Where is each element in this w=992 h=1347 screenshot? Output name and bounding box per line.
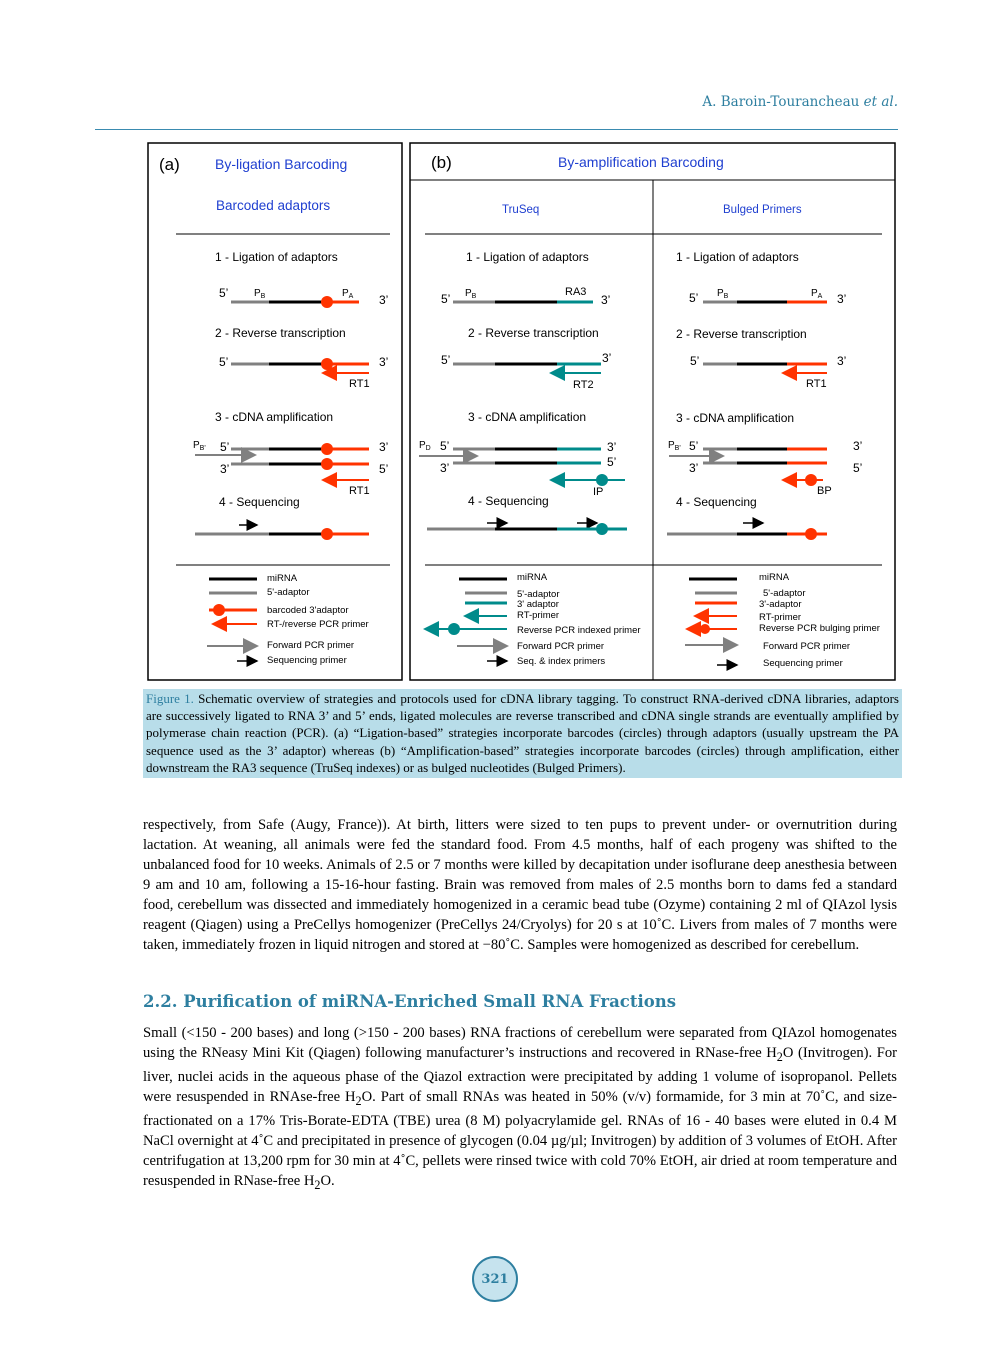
bp1-3: 3’ [837,292,847,306]
figure-1 [147,142,897,682]
bp3-bulge [805,474,817,486]
t3-index [596,474,608,486]
page-number: 321 [472,1256,518,1302]
t-leg-mirna: miRNA [517,572,548,583]
bp-leg-seq: Sequencing primer [763,658,843,669]
caption-text: Schematic overview of strategies and protocols used for cDNA library tagging. To construct RNA-derived cDNA libraries, adaptors are successively ligated to RNA 3’ and 5’ ends, ligated molecules are reverse transcribed and cDNA single strands are eventually amplified by polymerase chain reaction (PCR). (a) “Ligation-based” strategies incorporate barcodes (circles) through adaptors (usually upstream the PA sequence used as the 3’ adaptor) whereas (b) “Amplification-based” strategies incorporate barcodes (circles) through amplification, either downstream the RA3 sequence (TruSeq indexes) or as bulged nucleotides (Bulged Primers). [146,691,899,775]
t1-3: 3’ [601,293,611,307]
a2-barcode [321,358,333,370]
a3-5bot: 5’ [379,462,389,476]
t3-5bot: 5’ [607,455,617,469]
a2-5: 5’ [219,355,229,369]
bp3-bp: BP [817,485,832,497]
t2-rt2: RT2 [573,379,594,391]
p2-part4: O. [320,1172,335,1189]
header-author-name: A. Baroin-Tourancheau [702,94,860,110]
a1-3: 3’ [379,293,389,307]
t-leg-rt: RT-primer [517,610,560,621]
t3-ip: IP [593,486,604,498]
t-leg-adaptor3: 3' adaptor [517,599,559,610]
bp-leg-rt: RT-primer [759,612,802,623]
section-heading: 2.2. Purification of miRNA-Enriched Small RNA Fractions [143,992,677,1011]
bp2-3: 3’ [837,354,847,368]
bp3-pb: $P_{B'}$ [668,440,681,452]
t4-index [596,523,608,535]
header-rule [95,129,898,130]
a-leg-rt: RT-/reverse PCR primer [267,619,369,630]
a1-5: 5’ [219,286,229,300]
bp4-bulge [805,528,817,540]
a3-3top: 3’ [379,440,389,454]
truseq-step1: 1 - Ligation of adaptors [466,250,589,264]
p2-part1: Small (<150 - 200 bases) and long (>150 - 200 bases) RNA fractions of cerebellum were separated from QIAzol homogenates using the RNeasy Mini Kit (Qiagen) following manufacturer’s instructions and recovered in RNase-free H [143,1025,897,1061]
truseq-subtitle: TruSeq [502,204,540,216]
panel-a-step2: 2 - Reverse transcription [215,326,346,340]
bp-leg-mirna: miRNA [759,572,790,583]
bp1-pa: $P_A$ [811,288,823,300]
a-leg-mirna: miRNA [267,573,298,584]
p2-part3: O. Part of small RNAs was heated in 50% (v/v) formamide, for 3 min at 70˚C, and size-fractionated on a 17% Tris-Borate-EDTA (TBE) urea (8 M) polyacrylamide gel. RNAs of 16 - 40 bases were eluted in 0.4 M NaCl overnight at 4˚C and precipitated in presence of glycogen (0.04 µg/µl; Invitrogen) by addition of 3 volumes of EtOH. After centrifugation at 13,200 rpm for 30 min at 4˚C, pellets were rinsed twice with cold 70% EtOH, air dried at room temperature and resuspended in RNase-free H [143,1088,897,1189]
t2-3: 3’ [602,351,612,365]
a3-rt1: RT1 [349,485,370,497]
a1-pa: $P_A$ [342,288,354,300]
t3-5top: 5’ [440,439,450,453]
t3-3top: 3’ [607,440,617,454]
a2-3: 3’ [379,355,389,369]
t1-pb: $P_B$ [465,288,477,300]
p2-sub1: 2 [776,1049,783,1064]
p2-sub2: 2 [355,1093,362,1108]
bulged-step2: 2 - Reverse transcription [676,327,807,341]
bp1-pb: $P_B$ [717,288,729,300]
panel-a-letter: (a) [159,155,180,174]
paragraph-2 [143,1023,897,1195]
bp3-3top: 3’ [853,439,863,453]
a4-barcode [321,528,333,540]
a3-pb: $P_{B'}$ [193,440,206,452]
t-leg-fwd: Forward PCR primer [517,641,605,652]
a-leg-barcode [213,604,225,616]
caption-label: Figure 1. [146,691,194,706]
a-leg-seq: Sequencing primer [267,655,347,666]
t1-5: 5’ [441,292,451,306]
figure-caption [143,689,902,778]
bulged-step3: 3 - cDNA amplification [676,411,795,425]
a1-pb: $P_B$ [254,288,266,300]
t1-ra3: RA3 [565,286,587,298]
panel-a-step3: 3 - cDNA amplification [215,410,334,424]
t2-5: 5’ [441,353,451,367]
bp2-rt1: RT1 [806,378,827,390]
bp-leg-bulge [700,624,710,634]
bulged-step1: 1 - Ligation of adaptors [676,250,799,264]
running-header [702,94,898,110]
panel-b-letter: (b) [431,153,452,172]
t3-3bot: 3’ [440,461,450,475]
a1-barcode [321,296,333,308]
panel-a-title: By-ligation Barcoding [215,156,348,172]
bp-leg-adaptor5: 5'-adaptor [763,588,806,599]
truseq-step4: 4 - Sequencing [468,494,549,508]
panel-b-title: By-amplification Barcoding [558,154,724,170]
bp3-3bot: 3’ [689,461,699,475]
bp-leg-fwd: Forward PCR primer [763,641,851,652]
a-leg-adaptor5: 5'-adaptor [267,587,310,598]
paragraph-1: respectively, from Safe (Augy, France)). At birth, litters were sized to ten pups to prevent under- or overnutrition during lactation. At weaning, all animals were fed the standard food. From 4.5 months, half of each progeny was shifted to the unbalanced food for 10 weeks. Animals of 2.5 or 7 months were killed by decapitation under isoflurane deep anesthesia between 9 am and 10 am, following a 15-16-hour fasting. Brain was removed from males of 2.5 months born to dams fed a standard food, cerebellum was dissected and immediately homogenized in a ceramic bead tube (Ozyme) containing 2 ml of QIAzol lysis reagent (Qiagen) using a PreCellys homogenizer (PreCellys 24/Cryolys) for 20 s at 10˚C. Livers from males of 7 months were taken, immediately frozen in liquid nitrogen and stored at −80˚C. Samples were homogenized as described for cerebellum. [143,817,897,953]
t-leg-ip: Reverse PCR indexed primer [517,625,641,636]
bulged-subtitle: Bulged Primers [723,204,802,216]
a3-3bot: 3’ [220,462,230,476]
p2-part2: O (Invitrogen). For liver, nuclei acids in the aqueous phase of the Qiazol extraction were precipitated by adding 1 volume of isopropanol. Pellets were resuspended in RNAse-free H [143,1045,897,1105]
a-leg-fwd: Forward PCR primer [267,640,355,651]
panel-a-step4: 4 - Sequencing [219,495,300,509]
t-leg-index [448,623,460,635]
truseq-step2: 2 - Reverse transcription [468,326,599,340]
truseq-step3: 3 - cDNA amplification [468,410,587,424]
bp-leg-adaptor3: 3'-adaptor [759,599,802,610]
a2-rt1: RT1 [349,378,370,390]
p2-sub3: 2 [314,1177,321,1192]
bulged-step4: 4 - Sequencing [676,495,757,509]
bp2-5: 5’ [690,354,700,368]
t3-pb: $P_D$ [419,440,431,452]
t-leg-seq: Seq. & index primers [517,656,606,667]
t-leg-adaptor5: 5'-adaptor [517,589,560,600]
panel-a-subtitle: Barcoded adaptors [216,198,331,213]
a3-top-barcode [321,443,333,455]
header-etal: et al. [863,94,898,110]
a3-5top: 5’ [220,440,230,454]
bp3-5bot: 5’ [853,461,863,475]
bp1-5: 5’ [689,291,699,305]
a3-bot-barcode [321,458,333,470]
bp3-5top: 5’ [689,439,699,453]
panel-a-step1: 1 - Ligation of adaptors [215,250,338,264]
bp-leg-rev: Reverse PCR bulging primer [759,623,880,634]
a-leg-adaptor3: barcoded 3'adaptor [267,605,349,616]
